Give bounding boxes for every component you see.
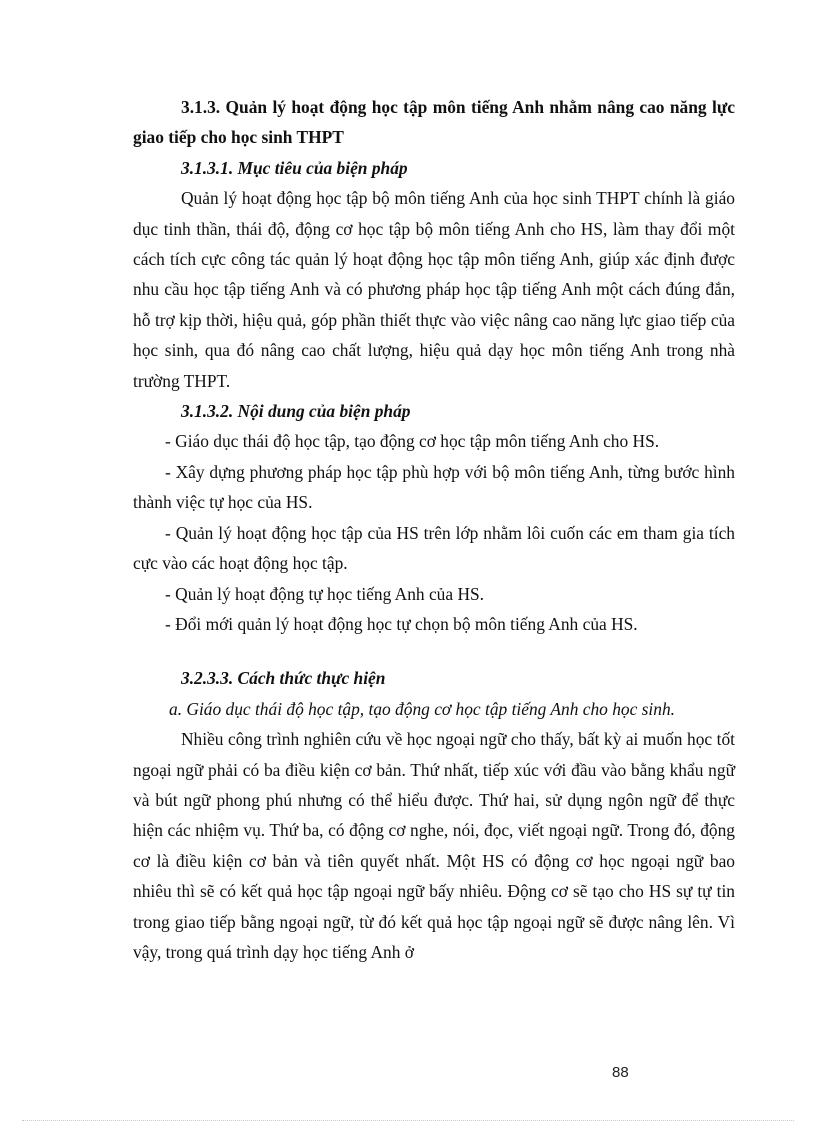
- subheading-implementation: 3.2.3.3. Cách thức thực hiện: [181, 668, 386, 689]
- page-content: [133, 92, 735, 967]
- paragraph-objectives: Quản lý hoạt động học tập bộ môn tiếng Anh của học sinh THPT chính là giáo dục tinh thần, thái độ, động cơ học tập bộ môn tiếng Anh cho HS, làm thay đổi một cách tích cực công tác quản lý hoạt động học tập môn tiếng Anh, giúp xác định được nhu cầu học tập tiếng Anh và có phương pháp học tập tiếng Anh một cách đúng đắn, hỗ trợ kịp thời, hiệu quả, góp phần thiết thực vào việc nâng cao năng lực giao tiếp của học sinh, qua đó nâng cao chất lượng, hiệu quả dạy học môn tiếng Anh trong nhà trường THPT.: [133, 188, 735, 391]
- paragraph-gap: [133, 639, 735, 663]
- paragraph-implementation: Nhiều công trình nghiên cứu về học ngoại ngữ cho thấy, bất kỳ ai muốn học tốt ngoại ngữ phải có ba điều kiện cơ bản. Thứ nhất, tiếp xúc với đầu vào bằng khẩu ngữ và bút ngữ phong phú nhưng có thể hiểu được. Thứ hai, sử dụng ngôn ngữ để thực hiện các nhiệm vụ. Thứ ba, có động cơ nghe, nói, đọc, viết ngoại ngữ. Trong đó, động cơ là điều kiện cơ bản và tiên quyết nhất. Một HS có động cơ học ngoại ngữ bao nhiêu thì sẽ có kết quả học tập ngoại ngữ bấy nhiêu. Động cơ sẽ tạo cho HS sự tự tin trong giao tiếp bằng ngoại ngữ, từ đó kết quả học tập ngoại ngữ sẽ được nâng lên. Vì vậy, trong quá trình dạy học tiếng Anh ở: [133, 729, 735, 962]
- page-bottom-rule: [22, 1120, 794, 1121]
- section-heading: 3.1.3. Quản lý hoạt động học tập môn tiếng Anh nhằm nâng cao năng lực giao tiếp cho học sinh THPT: [133, 97, 735, 148]
- list-item: - Quản lý hoạt động tự học tiếng Anh của HS.: [165, 583, 485, 604]
- subheading-objectives: 3.1.3.1. Mục tiêu của biện pháp: [181, 157, 408, 178]
- list-item: - Giáo dục thái độ học tập, tạo động cơ học tập môn tiếng Anh cho HS.: [165, 431, 660, 452]
- list-item: - Đổi mới quản lý hoạt động học tự chọn bộ môn tiếng Anh của HS.: [165, 613, 638, 634]
- subheading-content: 3.1.3.2. Nội dung của biện pháp: [181, 401, 411, 422]
- subitem-a: a. Giáo dục thái độ học tập, tạo động cơ học tập tiếng Anh cho học sinh.: [169, 698, 675, 719]
- list-item: - Quản lý hoạt động học tập của HS trên lớp nhằm lôi cuốn các em tham gia tích cực vào các hoạt động học tập.: [133, 522, 735, 574]
- page-number: 88: [612, 1064, 629, 1081]
- list-item: - Xây dựng phương pháp học tập phù hợp với bộ môn tiếng Anh, từng bước hình thành việc tự học của HS.: [133, 461, 735, 513]
